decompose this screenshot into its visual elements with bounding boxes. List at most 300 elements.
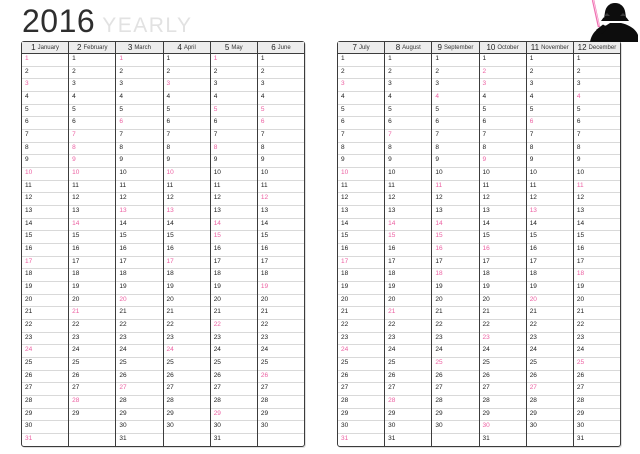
day-cell: 18 (480, 269, 526, 282)
day-cell: 26 (338, 371, 384, 384)
day-cell: 10 (338, 168, 384, 181)
day-cell: 8 (338, 143, 384, 156)
day-cell: 20 (338, 295, 384, 308)
day-cell: 22 (432, 320, 478, 333)
day-cell: 9 (385, 155, 431, 168)
day-cell: 6 (480, 117, 526, 130)
month-header (480, 42, 526, 54)
day-cell: 18 (69, 269, 115, 282)
day-cell: 2 (480, 67, 526, 80)
day-cell: 14 (385, 219, 431, 232)
day-cell: 4 (480, 92, 526, 105)
day-cell: 10 (164, 168, 210, 181)
month-number: 4 (177, 42, 182, 52)
month-name: November (541, 44, 569, 51)
day-cell: 19 (116, 282, 162, 295)
day-cell: 20 (480, 295, 526, 308)
day-cell: 1 (69, 54, 115, 67)
day-cell: 25 (385, 358, 431, 371)
day-cell: 11 (116, 181, 162, 194)
day-cell: 25 (527, 358, 573, 371)
day-cell: 25 (338, 358, 384, 371)
day-cell: 28 (116, 396, 162, 409)
day-cell: 11 (69, 181, 115, 194)
page-title (22, 5, 193, 37)
day-cell: 13 (385, 206, 431, 219)
month-column-january (22, 42, 68, 446)
day-cell: 19 (574, 282, 620, 295)
day-cell: 5 (338, 105, 384, 118)
day-cell: 30 (432, 421, 478, 434)
day-cell: 13 (258, 206, 304, 219)
day-cell: 21 (480, 307, 526, 320)
day-cell: 5 (480, 105, 526, 118)
day-cell: 4 (385, 92, 431, 105)
day-cell: 22 (164, 320, 210, 333)
day-cell: 2 (574, 67, 620, 80)
month-name: December (588, 44, 617, 51)
day-cell: 18 (527, 269, 573, 282)
empty-cell (527, 434, 573, 446)
day-cell: 26 (574, 371, 620, 384)
month-number: 8 (395, 42, 401, 52)
day-cell: 9 (69, 155, 115, 168)
month-column-april (163, 42, 210, 446)
day-cell: 5 (211, 105, 257, 118)
day-cell: 2 (69, 67, 115, 80)
day-cell: 3 (432, 79, 478, 92)
day-cell: 26 (258, 371, 304, 384)
day-cell: 12 (480, 193, 526, 206)
day-cell: 25 (480, 358, 526, 371)
day-cell: 7 (574, 130, 620, 143)
day-cell: 29 (432, 409, 478, 422)
day-cell: 21 (164, 307, 210, 320)
day-cell: 5 (574, 105, 620, 118)
day-cell: 11 (258, 181, 304, 194)
day-cell: 19 (338, 282, 384, 295)
empty-cell (69, 421, 115, 434)
day-cell: 16 (164, 244, 210, 257)
day-cell: 22 (527, 320, 573, 333)
month-number: 12 (577, 42, 587, 52)
day-cell: 13 (432, 206, 478, 219)
day-cell: 3 (69, 79, 115, 92)
day-cell: 22 (258, 320, 304, 333)
day-cell: 4 (116, 92, 162, 105)
day-cell: 31 (482, 435, 490, 443)
day-cell: 27 (164, 383, 210, 396)
day-cell: 14 (69, 219, 115, 232)
day-cell: 16 (480, 244, 526, 257)
day-cell: 12 (338, 193, 384, 206)
day-cell: 3 (527, 79, 573, 92)
day-cell: 21 (211, 307, 257, 320)
day-cell: 30 (338, 421, 384, 434)
day-cell: 18 (432, 269, 478, 282)
day-cell: 14 (480, 219, 526, 232)
day-cell: 25 (69, 358, 115, 371)
day-cell: 17 (69, 257, 115, 270)
day-cell: 3 (258, 79, 304, 92)
day-cell: 21 (116, 307, 162, 320)
day-cell: 24 (338, 345, 384, 358)
day-cell: 6 (432, 117, 478, 130)
day-cell: 30 (574, 421, 620, 434)
month-column-september (431, 42, 478, 446)
day-cell: 17 (480, 257, 526, 270)
day-cell: 16 (116, 244, 162, 257)
day-cell: 4 (432, 92, 478, 105)
day-cell: 9 (211, 155, 257, 168)
day-cell: 29 (385, 409, 431, 422)
month-name: January (37, 44, 59, 51)
month-header (432, 42, 478, 54)
day-cell: 27 (211, 383, 257, 396)
day-cell: 29 (338, 409, 384, 422)
day-cell: 2 (211, 67, 257, 80)
day-cell: 29 (480, 409, 526, 422)
day-cell: 11 (385, 181, 431, 194)
day-cell: 25 (164, 358, 210, 371)
month-header (385, 42, 431, 54)
day-cell: 20 (22, 295, 68, 308)
day-cell: 31 (388, 435, 396, 443)
day-cell: 2 (116, 67, 162, 80)
day-cell: 9 (22, 155, 68, 168)
day-cell: 13 (574, 206, 620, 219)
day-cell: 9 (527, 155, 573, 168)
month-header (258, 42, 304, 54)
month-name: October (497, 44, 519, 51)
day-cell: 24 (164, 345, 210, 358)
day-cell: 4 (338, 92, 384, 105)
day-cell: 22 (22, 320, 68, 333)
day-cell: 18 (164, 269, 210, 282)
day-cell: 25 (258, 358, 304, 371)
day-cell: 16 (574, 244, 620, 257)
day-cell: 21 (432, 307, 478, 320)
month-column-march (115, 42, 162, 446)
day-cell: 24 (385, 345, 431, 358)
day-cell: 13 (338, 206, 384, 219)
month-number: 5 (224, 42, 230, 52)
day-cell: 13 (116, 206, 162, 219)
month-header (164, 42, 210, 54)
day-cell: 12 (211, 193, 257, 206)
day-cell: 29 (69, 409, 115, 422)
calendar-left-page (21, 41, 305, 447)
day-cell: 22 (69, 320, 115, 333)
day-cell: 4 (164, 92, 210, 105)
month-header (338, 42, 384, 54)
day-cell: 23 (22, 333, 68, 346)
day-cell: 14 (527, 219, 573, 232)
day-cell: 6 (574, 117, 620, 130)
day-cell: 21 (574, 307, 620, 320)
day-cell: 24 (116, 345, 162, 358)
day-cell: 22 (385, 320, 431, 333)
calendar-right-page (337, 41, 621, 447)
day-cell: 18 (258, 269, 304, 282)
day-cell: 16 (258, 244, 304, 257)
day-cell: 26 (164, 371, 210, 384)
day-cell: 23 (574, 333, 620, 346)
day-cell: 31 (213, 435, 221, 443)
day-cell: 9 (258, 155, 304, 168)
day-cell: 15 (574, 231, 620, 244)
day-cell: 16 (69, 244, 115, 257)
day-cell: 18 (385, 269, 431, 282)
day-cell: 12 (385, 193, 431, 206)
day-cell: 1 (574, 54, 620, 67)
day-cell: 29 (116, 409, 162, 422)
day-cell: 16 (527, 244, 573, 257)
day-cell: 24 (480, 345, 526, 358)
month-name: February (83, 44, 108, 51)
day-cell: 22 (211, 320, 257, 333)
day-cell: 7 (69, 130, 115, 143)
day-cell: 25 (432, 358, 478, 371)
day-cell: 21 (69, 307, 115, 320)
month-number: 6 (271, 42, 276, 52)
day-cell: 23 (164, 333, 210, 346)
month-column-february (68, 42, 115, 446)
day-cell: 18 (22, 269, 68, 282)
day-cell: 2 (258, 67, 304, 80)
day-cell: 14 (258, 219, 304, 232)
day-cell: 5 (164, 105, 210, 118)
month-number: 10 (486, 42, 496, 52)
day-cell: 21 (258, 307, 304, 320)
day-cell: 7 (116, 130, 162, 143)
day-cell: 8 (164, 143, 210, 156)
day-cell: 19 (432, 282, 478, 295)
day-cell: 29 (164, 409, 210, 422)
day-cell: 8 (385, 143, 431, 156)
empty-cell (258, 434, 304, 446)
day-cell: 13 (69, 206, 115, 219)
day-cell: 7 (211, 130, 257, 143)
month-name: July (358, 44, 370, 51)
day-cell: 7 (164, 130, 210, 143)
day-cell: 9 (164, 155, 210, 168)
day-cell: 31 (119, 435, 127, 443)
day-cell: 17 (574, 257, 620, 270)
empty-cell (164, 434, 210, 446)
day-cell: 19 (69, 282, 115, 295)
month-header (22, 42, 68, 54)
day-cell: 4 (574, 92, 620, 105)
day-cell: 6 (164, 117, 210, 130)
day-cell: 16 (211, 244, 257, 257)
day-cell: 15 (385, 231, 431, 244)
month-header (574, 42, 620, 54)
day-cell: 1 (527, 54, 573, 67)
day-cell: 10 (432, 168, 478, 181)
day-cell: 10 (69, 168, 115, 181)
day-cell: 14 (338, 219, 384, 232)
day-cell: 4 (22, 92, 68, 105)
day-cell: 12 (574, 193, 620, 206)
day-cell: 19 (164, 282, 210, 295)
day-cell: 27 (480, 383, 526, 396)
day-cell: 8 (432, 143, 478, 156)
day-cell: 14 (116, 219, 162, 232)
day-cell: 8 (527, 143, 573, 156)
day-cell: 15 (527, 231, 573, 244)
day-cell: 12 (432, 193, 478, 206)
day-cell: 8 (116, 143, 162, 156)
month-name: April (183, 44, 196, 51)
month-column-december (573, 42, 620, 446)
day-cell: 24 (211, 345, 257, 358)
day-cell: 15 (22, 231, 68, 244)
lightsaber-beam-core (593, 0, 599, 26)
day-cell: 13 (22, 206, 68, 219)
month-name: September (443, 44, 474, 51)
day-cell: 10 (22, 168, 68, 181)
day-cell: 19 (480, 282, 526, 295)
day-cell: 22 (116, 320, 162, 333)
day-cell: 30 (116, 421, 162, 434)
day-cell: 23 (432, 333, 478, 346)
day-cell: 22 (338, 320, 384, 333)
day-cell: 10 (527, 168, 573, 181)
day-cell: 18 (338, 269, 384, 282)
day-cell: 7 (527, 130, 573, 143)
day-cell: 5 (527, 105, 573, 118)
month-name: May (231, 44, 243, 51)
day-cell: 4 (69, 92, 115, 105)
day-cell: 28 (527, 396, 573, 409)
day-cell: 26 (69, 371, 115, 384)
day-cell: 9 (480, 155, 526, 168)
day-cell: 11 (527, 181, 573, 194)
day-cell: 16 (385, 244, 431, 257)
month-header (211, 42, 257, 54)
day-cell: 14 (574, 219, 620, 232)
day-cell: 21 (385, 307, 431, 320)
day-cell: 2 (385, 67, 431, 80)
day-cell: 15 (211, 231, 257, 244)
day-cell: 23 (385, 333, 431, 346)
day-cell: 8 (258, 143, 304, 156)
day-cell: 29 (22, 409, 68, 422)
day-cell: 3 (22, 79, 68, 92)
day-cell: 26 (22, 371, 68, 384)
day-cell: 16 (432, 244, 478, 257)
day-cell: 1 (258, 54, 304, 67)
day-cell: 26 (527, 371, 573, 384)
empty-cell (69, 434, 115, 446)
day-cell: 6 (527, 117, 573, 130)
day-cell: 12 (164, 193, 210, 206)
day-cell: 3 (164, 79, 210, 92)
day-cell: 27 (385, 383, 431, 396)
month-name: March (134, 44, 151, 51)
day-cell: 28 (338, 396, 384, 409)
day-cell: 30 (527, 421, 573, 434)
day-cell: 13 (211, 206, 257, 219)
day-cell: 28 (574, 396, 620, 409)
day-cell: 7 (22, 130, 68, 143)
day-cell: 28 (69, 396, 115, 409)
day-cell: 12 (527, 193, 573, 206)
day-cell: 14 (211, 219, 257, 232)
day-cell: 24 (22, 345, 68, 358)
day-cell: 6 (116, 117, 162, 130)
day-cell: 22 (480, 320, 526, 333)
day-cell: 30 (22, 421, 68, 434)
yearly-label: YEARLY (102, 14, 193, 37)
day-cell: 1 (480, 54, 526, 67)
day-cell: 7 (432, 130, 478, 143)
day-cell: 1 (338, 54, 384, 67)
day-cell: 15 (432, 231, 478, 244)
day-cell: 17 (22, 257, 68, 270)
day-cell: 28 (211, 396, 257, 409)
month-name: June (277, 44, 291, 51)
day-cell: 19 (385, 282, 431, 295)
day-cell: 15 (116, 231, 162, 244)
day-cell: 20 (164, 295, 210, 308)
day-cell: 26 (385, 371, 431, 384)
day-cell: 3 (338, 79, 384, 92)
day-cell: 28 (164, 396, 210, 409)
day-cell: 31 (341, 435, 349, 443)
darth-vader-graphic (582, 0, 638, 42)
day-cell: 4 (258, 92, 304, 105)
day-cell: 3 (211, 79, 257, 92)
day-cell: 15 (338, 231, 384, 244)
day-cell: 28 (22, 396, 68, 409)
day-cell: 29 (258, 409, 304, 422)
day-cell: 26 (116, 371, 162, 384)
day-cell: 7 (385, 130, 431, 143)
day-cell: 6 (385, 117, 431, 130)
day-cell: 27 (574, 383, 620, 396)
day-cell: 6 (22, 117, 68, 130)
day-cell: 24 (574, 345, 620, 358)
day-cell: 12 (22, 193, 68, 206)
day-cell: 21 (338, 307, 384, 320)
month-number: 9 (437, 42, 442, 52)
day-cell: 10 (385, 168, 431, 181)
day-cell: 17 (527, 257, 573, 270)
day-cell: 30 (164, 421, 210, 434)
day-cell: 3 (574, 79, 620, 92)
month-number: 1 (31, 42, 36, 52)
day-cell: 2 (338, 67, 384, 80)
day-cell: 10 (574, 168, 620, 181)
day-cell: 2 (164, 67, 210, 80)
day-cell: 28 (258, 396, 304, 409)
day-cell: 23 (480, 333, 526, 346)
day-cell: 30 (385, 421, 431, 434)
day-cell: 20 (574, 295, 620, 308)
month-number: 11 (530, 42, 540, 52)
day-cell: 5 (116, 105, 162, 118)
day-cell: 17 (211, 257, 257, 270)
day-cell: 7 (480, 130, 526, 143)
day-cell: 24 (69, 345, 115, 358)
day-cell: 17 (432, 257, 478, 270)
day-cell: 9 (432, 155, 478, 168)
day-cell: 30 (480, 421, 526, 434)
day-cell: 10 (211, 168, 257, 181)
day-cell: 13 (164, 206, 210, 219)
